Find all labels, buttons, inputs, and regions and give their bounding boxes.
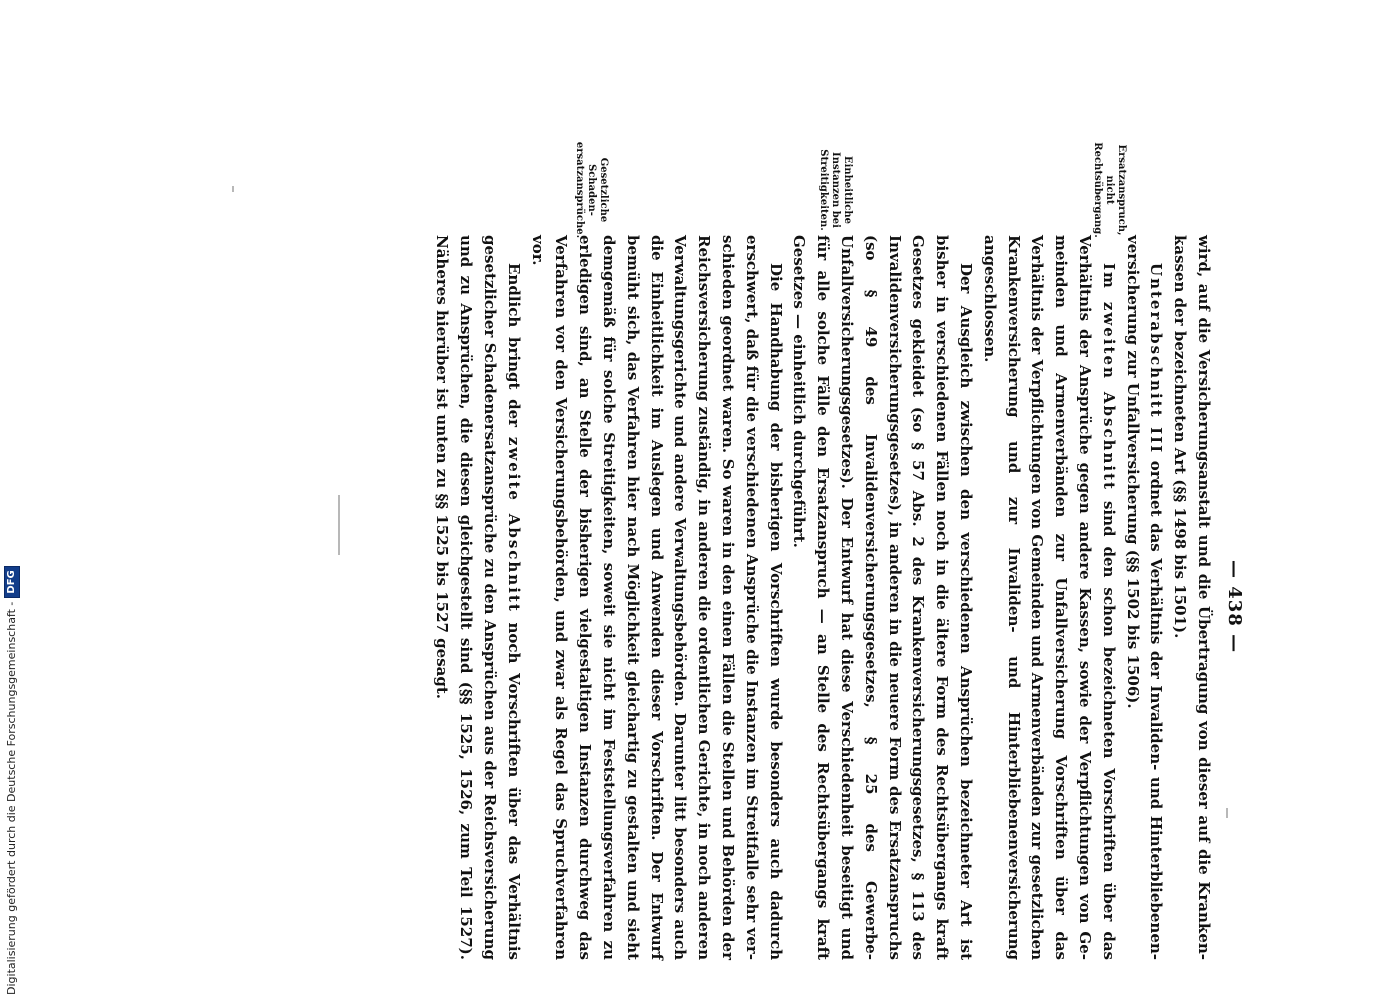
scan-mark [338,495,340,555]
marginal-note-schadenersatz: Gesetzliche Schadenersatzansprüche. [574,141,609,239]
paragraph-text: Der Ausgleich zwischen den verschiedenen Ansprüchen bezeichneter Art ist bisher in verschiedenen Fällen noch in die ältere Form des Rechtsübergangs kraft Gesetzes gekleidet (so § 57 Abs. 2 des Krankenversicherungsgesetzes, § 113 des Invalidenversicherungsgesetzes), in anderen in die neuere Form des Ersatzanspruchs (so § 49 des Invalidenversicherungsgesetzes, § 25 des Gewerbe-Unfallversicherungsgesetzes). Der Entwurf hat diese Verschiedenheit beseitigt und für alle solche Fälle den Ersatzanspruch — an Stelle des Rechtsübergangs kraft Gesetzes — einheitlich durchgeführt. [790,235,976,960]
document-page [405,140,1245,960]
marginal-note-ersatzanspruch: Ersatzanspruch, nicht Rechtsübergang. [1092,142,1127,238]
digitization-stamp [2,0,22,995]
dfg-logo-icon: DFG [4,566,20,597]
page-number: — 438 — [1224,560,1245,654]
paragraph [525,235,787,960]
paragraph-text: wird, auf die Versicherungsanstalt und die Übertragung von dieser auf die Krankenkassen der bezeichneten Art (§§ 1498 bis 1501). [1171,235,1213,960]
paragraph [430,235,525,960]
paragraph-text: Die Handhabung der bisherigen Vorschriften wurde besonders auch dadurch erschwert, daß für die verschiedenen Ansprüche die Instanzen im Streitfalle sehr verschieden geordnet waren. So waren in den einen Fällen die Stellen und Behörden der Reichsversicherung zuständig, in anderen die ordentlichen Gerichte, in noch anderen Verwaltungsgerichte und andere Verwaltungsbehörden. Darunter litt besonders auch die Einheitlichkeit im Auslegen und Anwenden dieser Vorschriften. Der Entwurf bemüht sich, das Verfahren hier nach Möglichkeit gleichartig zu gestalten und sieht demgemäß für solche Streitigkeiten, soweit sie nicht im Feststellungsverfahren zu erledigen sind, an Stelle der bisherigen vielgestaltigen Instanzen durchweg das Verfahren vor den Versicherungsbehörden, und zwar als Regel das Spruchverfahren vor. [528,235,785,960]
scan-mark [1226,808,1228,818]
spaced-heading: zweite Abschnitt [504,436,523,613]
body-text [430,235,1215,960]
spaced-heading: Im zweiten Abschnitt [1099,263,1118,491]
paragraph-text: ordnet das Verhältnis der Invaliden- und Hinterbliebenenversicherung zur Unfallversicherung (§§ 1502 bis 1506). [1123,235,1166,960]
spaced-heading: Unterabschnitt III [1147,263,1166,455]
paragraph-text: sind den schon bezeichneten Vorschriften über das Verhältnis der Ansprüche gegen andere Kassen, sowie der Verpflichtungen von Gemeinden und Armenverbänden zur Unfallversicherung Vorschriften über das Verhältnis der Verpflichtungen von Gemeinden und Armenverbänden zur gesetzlichen Krankenversicherung und zur Invaliden- und Hinterbliebenenversicherung angeschlossen. [980,235,1118,960]
paragraph [1120,235,1168,960]
paragraph-text: noch Vorschriften über das Verhältnis gesetzlicher Schadenersatzansprüche zu den Ansprüchen aus der Reichsversicherung und zu Ansprüchen, die diesen gleichgestellt sind (§§ 1525, 1526, zum Teil 1527). Näheres hierüber ist unten zu §§ 1525 bis 1527 gesagt. [433,235,523,960]
scan-mark [232,186,234,192]
paragraph-text: Endlich bringt der [504,263,523,437]
stamp-text: Digitalisierung gefördert durch die Deutsche Forschungsgemeinschaft - [5,601,18,995]
paragraph [977,235,1120,960]
marginal-note-instanzen: Einheitliche Instanzen bei Streitigkeiten. [818,149,853,231]
paragraph [787,235,977,960]
paragraph [1167,235,1215,960]
